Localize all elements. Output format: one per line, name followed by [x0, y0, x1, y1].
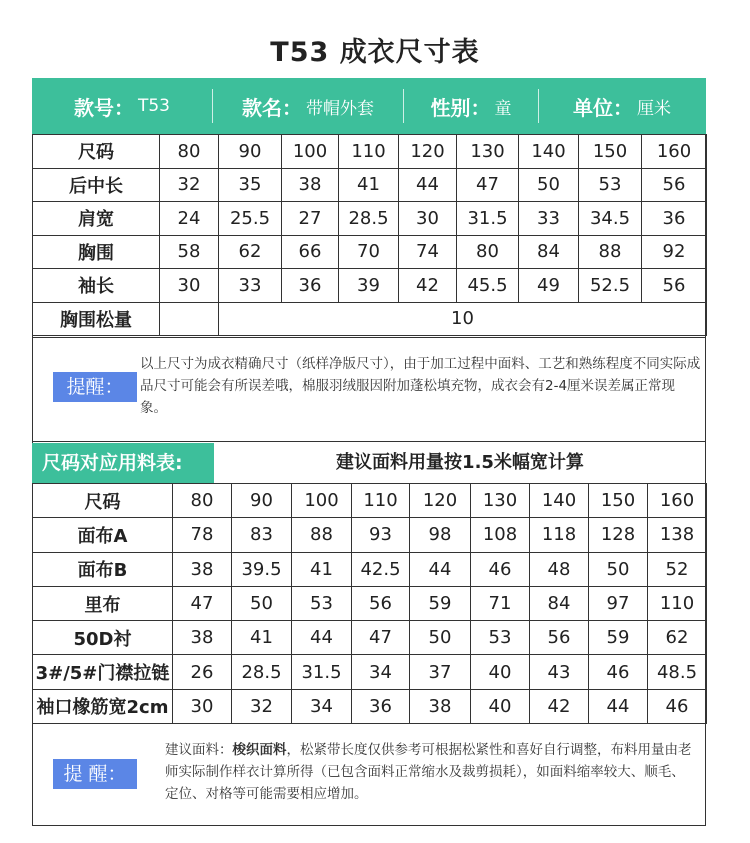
table-cell: 56 — [642, 269, 707, 303]
table-cell: 110 — [648, 586, 707, 620]
table-cell: 150 — [579, 135, 642, 169]
table-cell: 35 — [219, 168, 282, 202]
fabric-usage-table — [32, 483, 707, 724]
table-cell: 38 — [173, 621, 232, 655]
table-cell: 97 — [589, 586, 648, 620]
table-cell: 80 — [173, 484, 232, 518]
table-cell: 50 — [589, 552, 648, 586]
table-cell: 100 — [292, 484, 352, 518]
table-cell: 47 — [457, 168, 519, 202]
table-cell: 62 — [648, 621, 707, 655]
row-label: 袖长 — [33, 269, 160, 303]
gender-label: 性别： — [430, 95, 491, 120]
table-cell: 24 — [160, 202, 219, 236]
table-cell: 32 — [232, 689, 292, 723]
table-cell: 59 — [410, 586, 471, 620]
table-cell: 53 — [471, 621, 530, 655]
table-cell: 38 — [173, 552, 232, 586]
reminder-badge: 提醒： — [53, 372, 137, 402]
fabric-reminder-lead: 建议面料： — [165, 742, 233, 758]
table-cell: 25.5 — [219, 202, 282, 236]
size-row — [33, 168, 707, 202]
reminder-text: 以上尺寸为成衣精确尺寸（纸样净版尺寸），由于加工过程中面料、工艺和熟练程度不同实际成品尺寸可能会有所误差哦，棉服羽绒服因附加蓬松填充物，成衣会有2-4厘米误差属正常现象。 — [140, 356, 701, 416]
table-cell: 130 — [471, 484, 530, 518]
table-cell: 31.5 — [292, 655, 352, 689]
style-number — [32, 78, 212, 134]
table-cell: 47 — [352, 621, 410, 655]
table-cell: 32 — [160, 168, 219, 202]
table-cell: 40 — [471, 655, 530, 689]
table-cell: 90 — [219, 135, 282, 169]
size-row — [33, 202, 707, 236]
size-spec-table — [32, 134, 707, 336]
table-cell: 70 — [339, 235, 399, 269]
table-cell: 140 — [519, 135, 579, 169]
divider-line — [32, 441, 706, 442]
table-cell: 40 — [471, 689, 530, 723]
table-cell: 28.5 — [232, 655, 292, 689]
table-cell: 88 — [579, 235, 642, 269]
chest-ease-label: 胸围松量 — [33, 302, 160, 336]
fabric-reminder-box — [32, 722, 706, 826]
table-cell: 83 — [232, 518, 292, 552]
table-cell: 48 — [530, 552, 589, 586]
table-cell: 38 — [410, 689, 471, 723]
table-cell: 100 — [282, 135, 339, 169]
table-cell: 128 — [589, 518, 648, 552]
table-cell: 160 — [642, 135, 707, 169]
table-cell: 41 — [292, 552, 352, 586]
table-cell: 46 — [648, 689, 707, 723]
table-cell: 42.5 — [352, 552, 410, 586]
fabric-row — [33, 586, 707, 620]
row-label: 肩宽 — [33, 202, 160, 236]
table-cell: 44 — [589, 689, 648, 723]
table-cell: 110 — [339, 135, 399, 169]
table-cell: 50 — [519, 168, 579, 202]
table-cell: 98 — [410, 518, 471, 552]
table-cell: 58 — [160, 235, 219, 269]
style-name — [213, 78, 403, 134]
table-cell: 42 — [399, 269, 457, 303]
table-cell: 56 — [642, 168, 707, 202]
table-cell: 78 — [173, 518, 232, 552]
style-name-value: 带帽外套 — [306, 98, 374, 119]
reminder-box — [32, 337, 706, 439]
table-cell: 27 — [282, 202, 339, 236]
table-cell: 41 — [339, 168, 399, 202]
table-cell: 84 — [530, 586, 589, 620]
table-cell: 39.5 — [232, 552, 292, 586]
table-cell: 45.5 — [457, 269, 519, 303]
table-cell: 108 — [471, 518, 530, 552]
row-label: 尺码 — [33, 484, 173, 518]
table-cell: 37 — [410, 655, 471, 689]
table-cell: 120 — [410, 484, 471, 518]
row-label: 50D衬 — [33, 621, 173, 655]
table-cell: 34 — [292, 689, 352, 723]
table-cell: 52.5 — [579, 269, 642, 303]
table-cell: 44 — [292, 621, 352, 655]
table-cell: 71 — [471, 586, 530, 620]
table-cell: 66 — [282, 235, 339, 269]
chest-ease-value: 10 — [219, 302, 707, 336]
table-cell: 38 — [282, 168, 339, 202]
table-cell: 80 — [457, 235, 519, 269]
table-cell: 62 — [219, 235, 282, 269]
table-cell: 150 — [589, 484, 648, 518]
table-cell: 53 — [579, 168, 642, 202]
fabric-width-note: 建议面料用量按1.5米幅宽计算 — [336, 452, 584, 473]
table-cell: 140 — [530, 484, 589, 518]
fabric-reminder-text — [165, 739, 697, 805]
unit-label: 单位： — [573, 95, 633, 120]
table-cell: 33 — [219, 269, 282, 303]
fabric-reminder-body: ，松紧带长度仅供参考可根据松紧性和喜好自行调整，布料用量由老师实际制作样衣计算所得（已包含面料正常缩水及裁剪损耗），如面料缩率较大、顺毛、定位、对格等可能需要相应增加。 — [165, 742, 692, 802]
table-cell: 46 — [471, 552, 530, 586]
table-cell: 56 — [530, 621, 589, 655]
table-cell: 48.5 — [648, 655, 707, 689]
table-cell: 92 — [642, 235, 707, 269]
row-label: 后中长 — [33, 168, 160, 202]
table-cell: 88 — [292, 518, 352, 552]
table-cell: 41 — [232, 621, 292, 655]
fabric-reminder-badge: 提 醒： — [53, 759, 137, 789]
table-cell: 36 — [282, 269, 339, 303]
table-cell: 47 — [173, 586, 232, 620]
row-label: 面布A — [33, 518, 173, 552]
fabric-row — [33, 552, 707, 586]
row-label: 尺码 — [33, 135, 160, 169]
table-cell: 110 — [352, 484, 410, 518]
chest-ease-row — [33, 302, 707, 336]
table-cell: 44 — [410, 552, 471, 586]
fabric-reminder-fabric: 梭织面料 — [232, 742, 287, 758]
table-cell: 93 — [352, 518, 410, 552]
table-cell: 80 — [160, 135, 219, 169]
table-cell: 74 — [399, 235, 457, 269]
style-name-label: 款名： — [242, 95, 302, 120]
fabric-row — [33, 655, 707, 689]
table-cell: 52 — [648, 552, 707, 586]
page-title: T53 成衣尺寸表 — [270, 37, 480, 68]
table-cell: 43 — [530, 655, 589, 689]
style-number-label: 款号： — [73, 95, 134, 120]
fabric-row — [33, 484, 707, 518]
size-row — [33, 135, 707, 169]
table-cell: 56 — [352, 586, 410, 620]
table-cell: 30 — [160, 269, 219, 303]
table-cell: 53 — [292, 586, 352, 620]
table-cell: 160 — [648, 484, 707, 518]
row-label: 胸围 — [33, 235, 160, 269]
table-cell: 26 — [173, 655, 232, 689]
table-cell: 90 — [232, 484, 292, 518]
table-cell: 30 — [173, 689, 232, 723]
style-number-value: T53 — [137, 96, 171, 116]
table-cell: 50 — [410, 621, 471, 655]
table-cell: 118 — [530, 518, 589, 552]
fabric-row — [33, 689, 707, 723]
row-label: 3#/5#门襟拉链 — [33, 655, 173, 689]
table-cell: 84 — [519, 235, 579, 269]
row-label: 袖口橡筋宽2cm — [33, 689, 173, 723]
table-cell: 36 — [642, 202, 707, 236]
table-cell: 28.5 — [339, 202, 399, 236]
unit-value: 厘米 — [637, 98, 671, 119]
row-label: 里布 — [33, 586, 173, 620]
table-cell: 46 — [589, 655, 648, 689]
fabric-row — [33, 621, 707, 655]
table-cell: 50 — [232, 586, 292, 620]
table-cell: 39 — [339, 269, 399, 303]
table-cell: 138 — [648, 518, 707, 552]
table-cell: 44 — [399, 168, 457, 202]
table-cell: 59 — [589, 621, 648, 655]
table-cell: 34.5 — [579, 202, 642, 236]
size-row — [33, 235, 707, 269]
table-cell: 120 — [399, 135, 457, 169]
row-label: 面布B — [33, 552, 173, 586]
fabric-row — [33, 518, 707, 552]
table-cell: 36 — [352, 689, 410, 723]
table-cell: 31.5 — [457, 202, 519, 236]
chest-ease-spacer — [160, 302, 219, 336]
table-cell: 33 — [519, 202, 579, 236]
table-cell: 34 — [352, 655, 410, 689]
table-cell: 130 — [457, 135, 519, 169]
fabric-section-header — [32, 443, 706, 483]
table-cell: 49 — [519, 269, 579, 303]
fabric-section-tag: 尺码对应用料表: — [32, 443, 214, 483]
spec-header-bar — [32, 78, 706, 134]
table-cell: 30 — [399, 202, 457, 236]
gender-value: 童 — [494, 98, 512, 119]
gender — [404, 78, 538, 134]
unit — [539, 78, 705, 134]
size-row — [33, 269, 707, 303]
table-cell: 42 — [530, 689, 589, 723]
